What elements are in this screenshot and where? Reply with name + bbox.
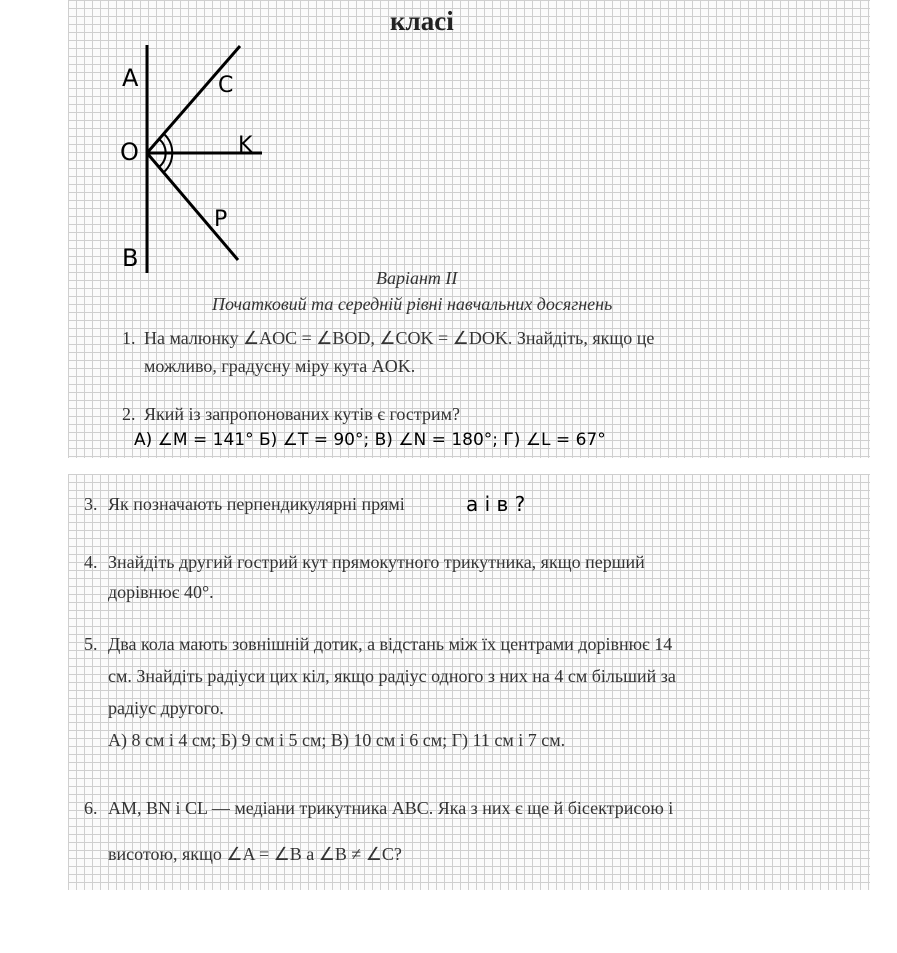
q4-number: 4. <box>84 552 98 572</box>
q5-text-line3: радіус другого. <box>108 698 224 718</box>
q4-text-line2: дорівнює 40°. <box>108 582 214 602</box>
q6-text-line2: висотою, якщо ∠A = ∠B а ∠B ≠ ∠C? <box>108 844 402 864</box>
ray-oc <box>147 46 240 153</box>
q2-text: Який із запропонованих кутів є гострим? <box>144 404 460 424</box>
q3-text: Як позначають перпендикулярні прямі <box>108 494 405 514</box>
q2-number: 2. <box>122 404 136 424</box>
q3-handwritten-answer: a і в ? <box>466 492 526 516</box>
label-b: B <box>122 244 139 272</box>
page-title: класі <box>390 6 454 36</box>
q6-number: 6. <box>84 798 98 818</box>
angle-figure <box>110 40 280 280</box>
q4-text-line1: Знайдіть другий гострий кут прямокутного трикутника, якщо перший <box>108 552 645 572</box>
label-a: A <box>122 64 139 92</box>
label-p: P <box>214 207 228 232</box>
q5-number: 5. <box>84 634 98 654</box>
q2-options: A) ∠M = 141° Б) ∠T = 90°; B) ∠N = 180°; Г) ∠L = 67° <box>134 430 606 450</box>
q3-number: 3. <box>84 494 98 514</box>
q1-text-line2: можливо, градусну міру кута AOK. <box>144 356 416 376</box>
label-c: C <box>218 73 234 98</box>
q5-text-line1: Два кола мають зовнішній дотик, а відстань між їх центрами дорівнює 14 <box>108 634 673 654</box>
q6-text-line1: AM, BN і CL — медіани трикутника ABC. Яка з них є ще й бісектрисою і <box>108 798 674 818</box>
q1-text-line1: На малюнку ∠AOC = ∠BOD, ∠COK = ∠DOK. Знайдіть, якщо це <box>144 328 655 348</box>
q5-text-line2: см. Знайдіть радіуси цих кіл, якщо радіус одного з них на 4 см більший за <box>108 666 676 686</box>
q1-number: 1. <box>122 328 136 348</box>
label-k: K <box>238 133 253 158</box>
label-o: O <box>120 138 139 166</box>
q5-options: A) 8 см і 4 см; Б) 9 см і 5 см; B) 10 см і 6 см; Г) 11 см і 7 см. <box>108 730 566 750</box>
variant-subtitle: Початковий та середній рівні навчальних досягнень <box>212 294 613 314</box>
variant-title: Варіант ІІ <box>376 268 458 288</box>
